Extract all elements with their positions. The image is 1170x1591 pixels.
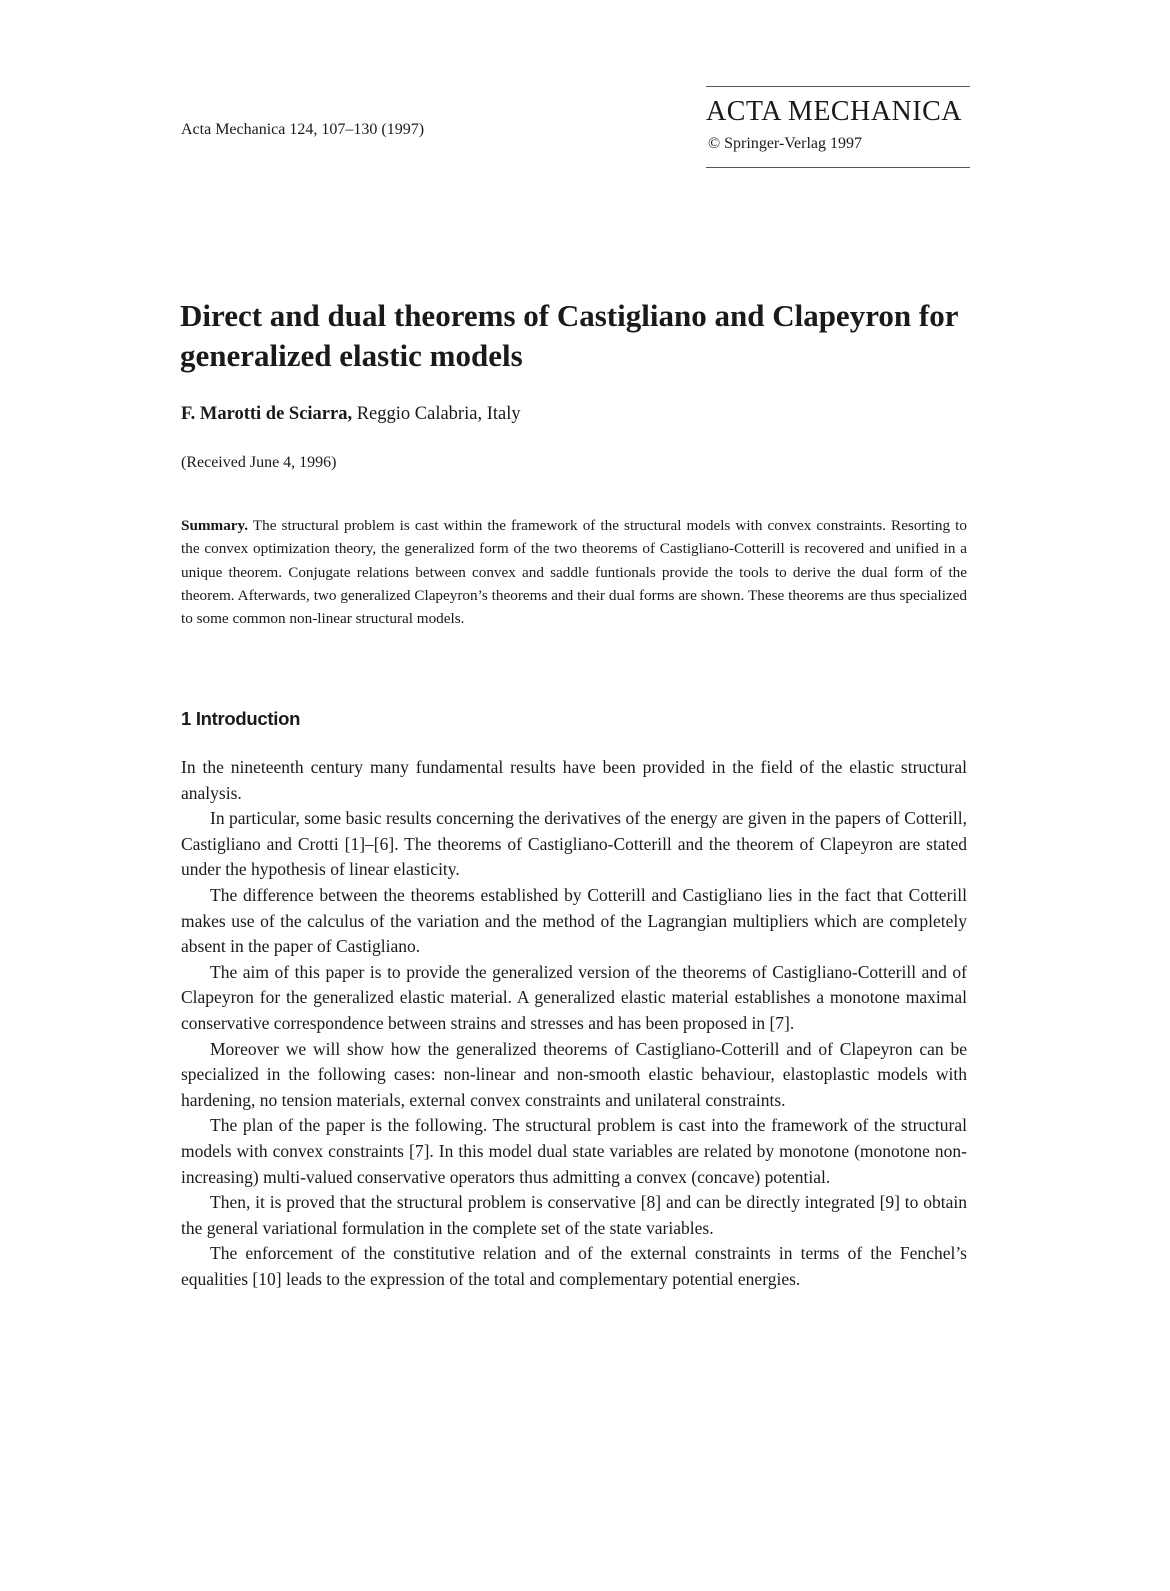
masthead-bottom-rule — [706, 167, 970, 168]
introduction-body — [181, 755, 967, 1292]
received-date: (Received June 4, 1996) — [181, 454, 337, 471]
author-name: F. Marotti de Sciarra, — [181, 404, 353, 424]
journal-name: ACTA MECHANICA — [706, 96, 962, 127]
summary-abstract — [181, 514, 967, 630]
body-paragraph: In particular, some basic results concerning the derivatives of the energy are given in the papers of Cotterill, Castigliano and Crotti [1]–[6]. The theorems of Castigliano-Cotterill and the theorem of Clapeyron are stated under the hypothesis of linear elasticity. — [181, 808, 967, 880]
author-affiliation: Reggio Calabria, Italy — [352, 404, 521, 424]
journal-masthead — [706, 86, 970, 168]
summary-text: The structural problem is cast within the framework of the structural models with convex constraints. Resorting to the convex optimization theory, the generalized form of the two theorems of Castigliano-Cotterill is recovered and unified in a unique theorem. Conjugate relations between convex and saddle funtionals provide the tools to derive the dual form of the theorem. Afterwards, two generalized Clapeyron’s theorems and their dual forms are shown. These theorems are thus specialized to some common non-linear structural models. — [181, 517, 967, 628]
body-paragraph: The aim of this paper is to provide the generalized version of the theorems of Castigliano-Cotterill and of Clapeyron for the generalized elastic material. A generalized elastic material establishes a monotone maximal conservative correspondence between strains and stresses and has been proposed in [7]. — [181, 961, 967, 1033]
body-paragraph: Moreover we will show how the generalized theorems of Castigliano-Cotterill and of Clapeyron can be specialized in the following cases: non-linear and non-smooth elastic behaviour, elastoplastic models with hardening, no tension materials, external convex constraints and unilateral constraints. — [181, 1038, 967, 1110]
article-title: Direct and dual theorems of Castigliano and Clapeyron for generalized elastic models — [180, 298, 958, 373]
body-paragraph: The difference between the theorems established by Cotterill and Castigliano lies in the fact that Cotterill makes use of the calculus of the variation and the method of the Lagrangian multipliers which are completely absent in the paper of Castigliano. — [181, 884, 967, 957]
journal-citation: Acta Mechanica 124, 107–130 (1997) — [181, 121, 425, 138]
author-line — [181, 404, 521, 425]
copyright-notice: © Springer-Verlag 1997 — [708, 135, 863, 152]
body-paragraph: In the nineteenth century many fundamental results have been provided in the field of the elastic structural analysis. — [181, 757, 967, 803]
body-paragraph: The enforcement of the constitutive relation and of the external constraints in terms of the Fenchel’s equalities [10] leads to the expression of the total and complementary potential energies. — [181, 1243, 967, 1289]
body-paragraph: The plan of the paper is the following. The structural problem is cast into the framework of the structural models with convex constraints [7]. In this model dual state variables are related by monotone (monotone non-increasing) multi-valued conservative operators thus admitting a convex (concave) potential. — [181, 1115, 967, 1187]
section-heading-introduction: 1 Introduction — [181, 708, 301, 729]
body-paragraph: Then, it is proved that the structural problem is conservative [8] and can be directly integrated [9] to obtain the general variational formulation in the complete set of the state variables. — [181, 1192, 967, 1238]
summary-label: Summary. — [181, 517, 249, 534]
masthead-top-rule — [706, 86, 970, 87]
